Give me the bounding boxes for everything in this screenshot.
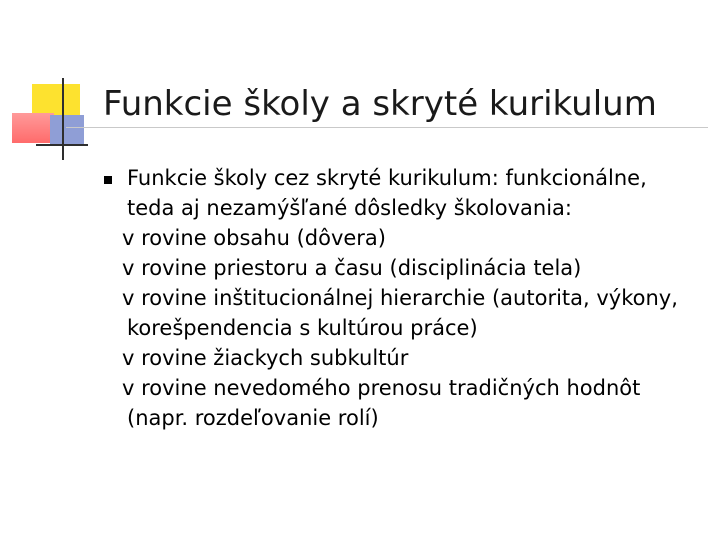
- bullet-line: teda aj nezamýšľané dôsledky školovania:: [127, 196, 572, 220]
- bullet-line: Funkcie školy cez skryté kurikulum: funkcionálne,: [127, 166, 647, 190]
- decor-blue-square: [50, 115, 84, 145]
- decor-vertical-line: [62, 78, 64, 160]
- bullet-text: [122, 163, 712, 433]
- bullet-line: korešpendencia s kultúrou práce): [127, 316, 478, 340]
- bullet-line: v rovine inštitucionálnej hierarchie (autorita, výkony,: [122, 286, 678, 310]
- bullet-line: (napr. rozdeľovanie rolí): [127, 406, 379, 430]
- decor-red-square: [12, 113, 54, 143]
- bullet-line: v rovine žiackych subkultúr: [122, 346, 409, 370]
- bullet-square-icon: [104, 176, 112, 184]
- bullet-line: v rovine priestoru a času (disciplinácia tela): [122, 256, 582, 280]
- title-underline: [66, 127, 708, 128]
- bullet-line: v rovine nevedomého prenosu tradičných hodnôt: [122, 376, 641, 400]
- bullet-line: v rovine obsahu (dôvera): [122, 226, 386, 250]
- slide-title: Funkcie školy a skryté kurikulum: [103, 84, 657, 124]
- decor-horizontal-line: [36, 144, 88, 146]
